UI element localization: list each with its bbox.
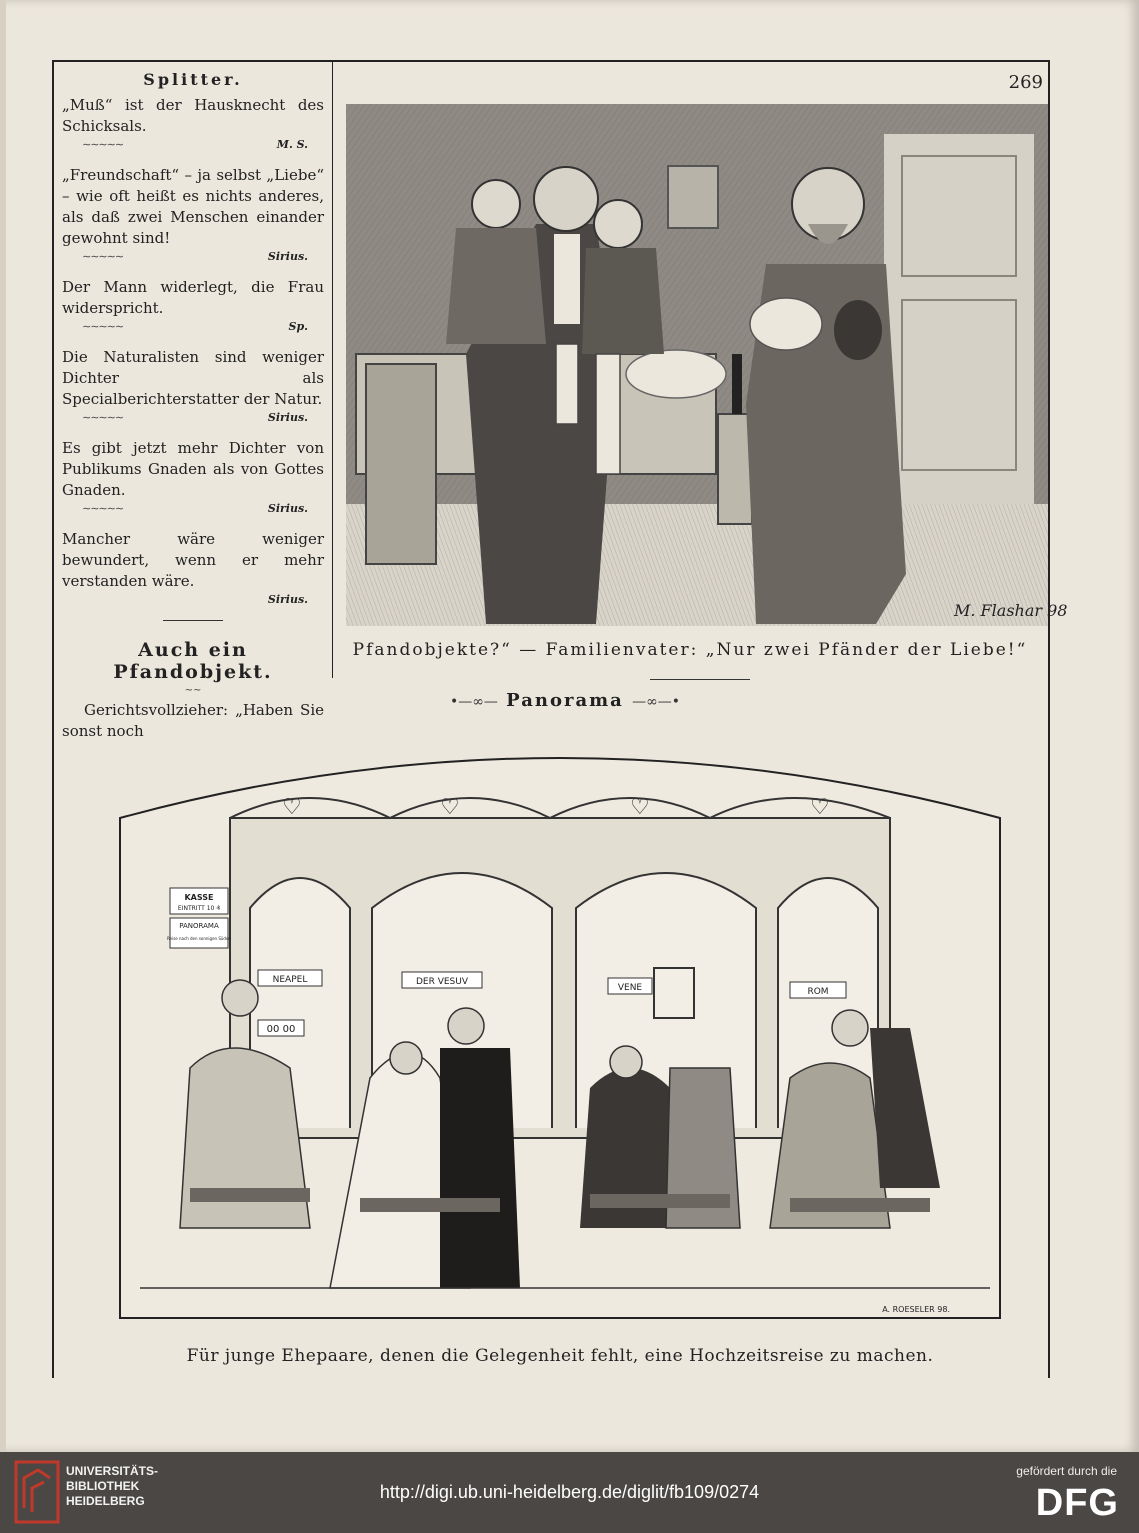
aphorism-author: Sirius. (267, 411, 308, 424)
bailiff-illustration (346, 104, 1068, 626)
splitter-heading: Splitter. (143, 70, 243, 89)
booth-sign-vesuv: DER VESUV (415, 977, 469, 987)
aphorism-author: Sirius. (267, 250, 308, 263)
aphorism (62, 347, 324, 424)
panorama-caption: Für junge Ehepaare, denen die Gelegenheit fehlt, eine Hochzeitsreise zu machen. (186, 1346, 934, 1366)
aphorism-text: Mancher wäre weniger bewundert, wenn er mehr verstanden wäre. (62, 530, 324, 590)
illustrator-signature: M. Flashar 98 (954, 601, 1068, 620)
aphorism-author: Sirius. (267, 502, 308, 515)
svg-text:♡: ♡ (810, 795, 830, 820)
page-edge (0, 0, 6, 1452)
sponsor-label: gefördert durch die (1016, 1464, 1117, 1478)
top-frame-rule (52, 60, 1050, 62)
ornament-left-icon: •—∞— (449, 694, 498, 710)
pfandobjekt-title: Auch ein Pfandobjekt. (113, 639, 273, 683)
svg-text:♡: ♡ (282, 795, 302, 820)
aphorism (62, 529, 324, 606)
counter-readout: 00 00 (266, 1024, 296, 1035)
section-divider (163, 620, 223, 621)
squiggle-divider: ∼∼∼∼∼ (82, 138, 124, 151)
left-frame-rule (52, 60, 54, 1378)
left-column (62, 70, 324, 742)
panorama-heading (420, 690, 710, 711)
booth-sign-venedig: VENE (617, 983, 643, 993)
booth-sign-rom: ROM (807, 987, 829, 997)
aphorism (62, 438, 324, 515)
aphorism-text: Die Naturalisten sind weniger Dichter als Specialberichterstatter der Natur. (62, 348, 324, 408)
panorama-sign: PANORAMA (179, 922, 219, 930)
aphorism-text: „Muß“ ist der Hausknecht des Schicksals. (62, 96, 324, 135)
aphorism-author: Sp. (288, 320, 308, 333)
kasse-sign: KASSE (184, 893, 214, 902)
caption-divider (650, 679, 750, 680)
page-number: 269 (1008, 72, 1043, 93)
svg-text:♡: ♡ (440, 795, 460, 820)
panorama-illustration (110, 728, 1010, 1328)
svg-text:♡: ♡ (630, 795, 650, 820)
squiggle-divider: ∼∼ (184, 685, 202, 696)
squiggle-divider: ∼∼∼∼∼ (82, 320, 124, 333)
aphorism (62, 165, 324, 263)
squiggle-divider: ∼∼∼∼∼ (82, 411, 124, 424)
viewer-footer (0, 1452, 1139, 1533)
ornament-right-icon: —∞—• (632, 694, 681, 710)
booth-sign-neapel: NEAPEL (272, 975, 308, 985)
source-url-link[interactable]: http://digi.ub.uni-heidelberg.de/diglit/fb109/0274 (379, 1482, 760, 1502)
eintritt-sign: EINTRITT 10 ₰ (177, 905, 221, 912)
dfg-logo[interactable]: DFG (1035, 1482, 1119, 1524)
aphorism (62, 95, 324, 151)
aphorism (62, 277, 324, 333)
panorama-title: Panorama (506, 690, 624, 711)
library-name[interactable]: UNIVERSITÄTS- BIBLIOTHEK HEIDELBERG (66, 1464, 159, 1508)
pfandobjekt-caption: Pfandobjekte?“ — Familienvater: „Nur zwei Pfänder der Liebe!“ (352, 640, 1028, 660)
squiggle-divider: ∼∼∼∼∼ (82, 250, 124, 263)
right-frame-rule (1048, 60, 1050, 1378)
aphorism-author: M. S. (276, 138, 308, 151)
aphorism-text: „Freundschaft“ – ja selbst „Liebe“ – wie oft heißt es nichts anderes, als daß zwei Menschen einander gewohnt sind! (62, 166, 324, 247)
pfandobjekt-text: Gerichtsvollzieher: „Haben Sie sonst noch (62, 701, 324, 740)
aphorism-author: Sirius. (267, 593, 308, 606)
panorama-sign-subtitle: Reise nach den sonnigen Süden (167, 936, 231, 941)
aphorism-text: Der Mann widerlegt, die Frau widerspricht. (62, 278, 324, 317)
column-divider (332, 60, 333, 678)
squiggle-divider: ∼∼∼∼∼ (82, 502, 124, 515)
panorama-signature: A. ROESELER 98. (882, 1305, 950, 1314)
aphorism-text: Es gibt jetzt mehr Dichter von Publikums Gnaden als von Gottes Gnaden. (62, 439, 324, 499)
